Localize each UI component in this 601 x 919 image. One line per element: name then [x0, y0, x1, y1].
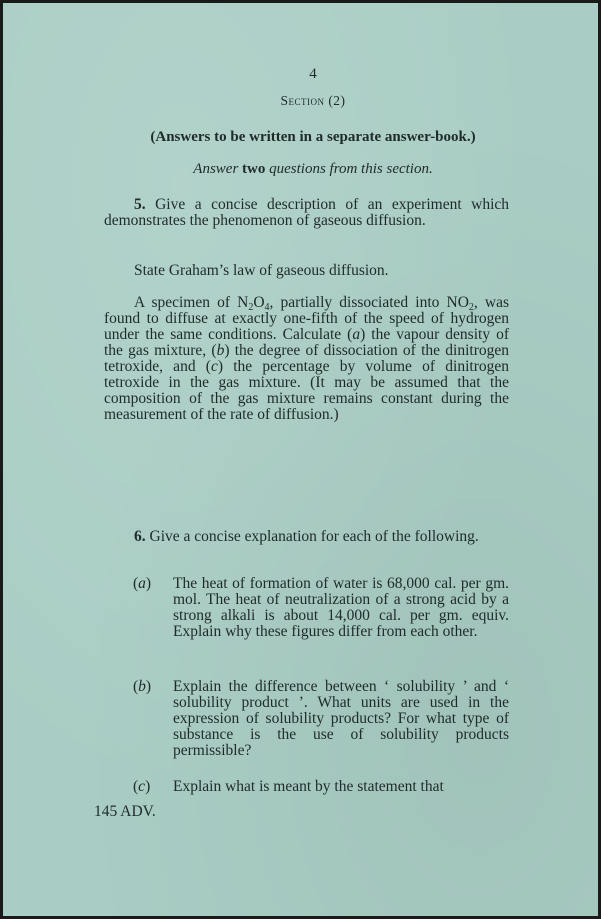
item-c-label: (c)	[133, 778, 151, 795]
item-b-letter: b	[138, 678, 146, 695]
paper-code: 145 ADV.	[94, 803, 156, 820]
specimen-sub-1: 2	[248, 302, 254, 313]
question-6-item-b	[133, 679, 509, 759]
question-5-intro	[104, 197, 509, 229]
instruction-emphasis: two	[242, 161, 266, 177]
item-a-label: (a)	[133, 575, 152, 592]
specimen-text-1: A specimen of N	[134, 294, 249, 311]
item-b-label: (b)	[133, 678, 152, 695]
item-a-text: The heat of formation of water is 68,000 cal. per gm. mol. The heat of neutralization of a strong acid by a strong alkali is about 14,000 cal. per gm. equiv. Explain why these figures differ from each other.	[173, 575, 509, 640]
specimen-label-a: a	[352, 326, 361, 343]
specimen-label-b: b	[216, 342, 225, 359]
specimen-text-3: , partially dissociated into NO	[269, 294, 469, 311]
specimen-label-c: c	[210, 358, 218, 375]
question-5-intro-text: Give a concise description of an experiment which demonstrates the phenomenon of gaseous diffusion.	[104, 196, 509, 229]
item-b-text: Explain the difference between ‘ solubility ’ and ‘ solubility product ’. What units are used in the expression of solubility products? For what type of substance is the use of solubility products permissible?	[173, 678, 509, 759]
specimen-text-4: , was found to diffuse at exactly one-fifth of the speed of hydrogen under the same conditions. Calculate (	[104, 294, 509, 343]
question-6-intro	[104, 529, 509, 545]
exam-page	[3, 3, 598, 916]
question-5-number: 5.	[134, 196, 146, 213]
specimen-text-7: ) the percentage by volume of dinitrogen tetroxide in the gas mixture. (It may be assumed that the composition of the gas mixture remains constant during the measurement of the rate of diffusion.)	[104, 358, 509, 423]
section-instruction	[3, 161, 601, 178]
question-6-item-a	[133, 576, 509, 640]
specimen-text-2: O	[253, 294, 265, 311]
question-6-item-c	[133, 779, 509, 795]
instruction-post: questions from this section.	[265, 161, 433, 177]
question-6-intro-text: Give a concise explanation for each of the following.	[149, 528, 479, 545]
instruction-pre: Answer	[193, 161, 243, 177]
answer-book-note: (Answers to be written in a separate answer-book.)	[150, 129, 476, 145]
specimen-sub-3: 2	[468, 302, 474, 313]
item-c-letter: c	[138, 778, 146, 795]
page-number: 4	[309, 66, 317, 82]
question-6-number: 6.	[134, 528, 146, 545]
item-c-text: Explain what is meant by the statement that	[173, 778, 444, 795]
item-a-letter: a	[138, 575, 146, 592]
question-5-specimen	[104, 295, 509, 423]
specimen-text-6: ) the degree of dissociation of the dinitrogen tetroxide, and (	[104, 342, 509, 375]
section-heading: Section (2)	[280, 93, 346, 108]
question-5-law: State Graham’s law of gaseous diffusion.	[134, 262, 389, 279]
specimen-text-5: ) the vapour density of the gas mixture, (	[104, 326, 510, 359]
specimen-sub-2: 4	[264, 302, 270, 313]
